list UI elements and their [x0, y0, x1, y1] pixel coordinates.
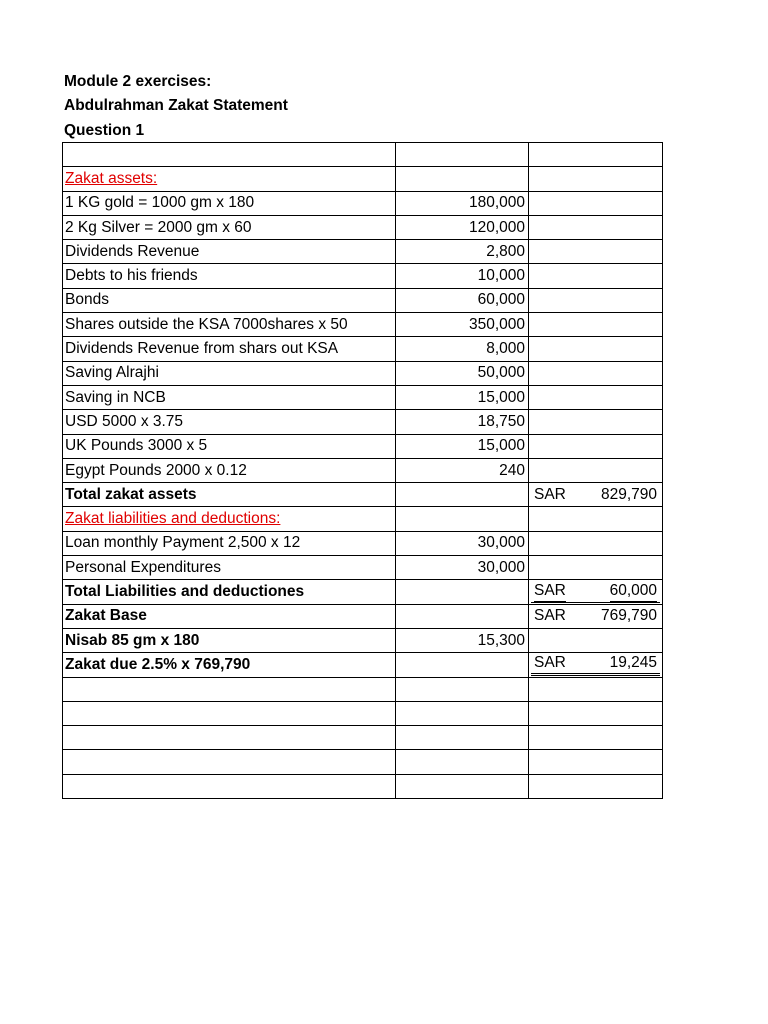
table-row: [63, 726, 663, 750]
row-total-cell: [529, 143, 663, 167]
table-row: [63, 264, 663, 288]
table-row: [63, 215, 663, 239]
row-total-cell: [529, 726, 663, 750]
row-amount: 18,750: [396, 410, 529, 434]
row-amount: [396, 604, 529, 628]
table-row: [63, 337, 663, 361]
row-label: Nisab 85 gm x 180: [63, 628, 396, 652]
zakat-statement-body: [63, 143, 663, 799]
row-amount: [396, 653, 529, 677]
row-total: [531, 581, 660, 603]
row-amount: [396, 677, 529, 701]
row-total-cell: [529, 604, 663, 628]
row-label: UK Pounds 3000 x 5: [63, 434, 396, 458]
row-total: [531, 606, 660, 626]
row-amount: 240: [396, 458, 529, 482]
row-label: Total zakat assets: [63, 483, 396, 507]
table-row: [63, 143, 663, 167]
row-total-cell: [529, 507, 663, 531]
table-row: [63, 628, 663, 652]
table-row: [63, 191, 663, 215]
total-value: 829,790: [600, 485, 657, 503]
row-total-cell: [529, 361, 663, 385]
row-amount: 180,000: [396, 191, 529, 215]
row-total-cell: [529, 750, 663, 774]
row-label: Personal Expenditures: [63, 556, 396, 580]
row-amount: [396, 483, 529, 507]
row-label: Zakat due 2.5% x 769,790: [63, 653, 396, 677]
row-label: Loan monthly Payment 2,500 x 12: [63, 531, 396, 555]
row-amount: [396, 167, 529, 191]
row-amount: [396, 774, 529, 798]
table-row: [63, 677, 663, 701]
question-title: Question 1: [64, 122, 145, 139]
currency-label: SAR: [534, 581, 566, 602]
row-total: [531, 485, 660, 505]
row-amount: [396, 143, 529, 167]
row-total-cell: [529, 434, 663, 458]
row-amount: 60,000: [396, 288, 529, 312]
row-label: Zakat liabilities and deductions:: [63, 507, 396, 531]
row-total-cell: [529, 215, 663, 239]
row-total-cell: [529, 458, 663, 482]
row-amount: 50,000: [396, 361, 529, 385]
row-total-cell: [529, 191, 663, 215]
row-label: [63, 701, 396, 725]
row-total-cell: [529, 531, 663, 555]
module-title: Module 2 exercises:: [64, 73, 212, 90]
table-row: [63, 434, 663, 458]
currency-label: SAR: [534, 607, 566, 625]
table-row: [63, 750, 663, 774]
row-amount: 8,000: [396, 337, 529, 361]
table-row: [63, 167, 663, 191]
row-label: [63, 726, 396, 750]
row-total-cell: [529, 240, 663, 264]
row-label: [63, 677, 396, 701]
total-value: 769,790: [600, 607, 657, 625]
row-label: Shares outside the KSA 7000shares x 50: [63, 313, 396, 337]
total-value: 60,000: [610, 581, 657, 602]
row-label: USD 5000 x 3.75: [63, 410, 396, 434]
row-label: [63, 143, 396, 167]
row-amount: [396, 701, 529, 725]
statement-title: Abdulrahman Zakat Statement: [64, 97, 288, 114]
row-total-cell: [529, 385, 663, 409]
row-label: Saving Alrajhi: [63, 361, 396, 385]
row-total-cell: [529, 556, 663, 580]
row-amount: 120,000: [396, 215, 529, 239]
row-label: [63, 774, 396, 798]
table-row: [63, 701, 663, 725]
table-row: [63, 774, 663, 798]
table-row: [63, 240, 663, 264]
currency-label: SAR: [534, 654, 566, 672]
row-total-cell: [529, 774, 663, 798]
zakat-statement-table: [62, 142, 663, 799]
row-amount: 350,000: [396, 313, 529, 337]
table-row: [63, 604, 663, 628]
row-total-cell: [529, 264, 663, 288]
row-total-cell: [529, 288, 663, 312]
row-label: Saving in NCB: [63, 385, 396, 409]
total-value: 19,245: [609, 654, 657, 672]
row-label: Total Liabilities and deductiones: [63, 580, 396, 604]
row-total: [531, 653, 660, 676]
table-row: [63, 410, 663, 434]
row-label: 2 Kg Silver = 2000 gm x 60: [63, 215, 396, 239]
table-row: [63, 313, 663, 337]
table-row: [63, 556, 663, 580]
row-amount: 2,800: [396, 240, 529, 264]
row-total-cell: [529, 701, 663, 725]
row-label: Bonds: [63, 288, 396, 312]
row-amount: 30,000: [396, 556, 529, 580]
row-amount: [396, 507, 529, 531]
table-row: [63, 483, 663, 507]
row-label: Debts to his friends: [63, 264, 396, 288]
row-amount: [396, 750, 529, 774]
row-label: Egypt Pounds 2000 x 0.12: [63, 458, 396, 482]
row-amount: 15,000: [396, 434, 529, 458]
row-total-cell: [529, 483, 663, 507]
row-label: [63, 750, 396, 774]
row-amount: 15,300: [396, 628, 529, 652]
table-row: [63, 531, 663, 555]
table-row: [63, 580, 663, 604]
row-total-cell: [529, 677, 663, 701]
currency-label: SAR: [534, 485, 566, 503]
table-row: [63, 361, 663, 385]
table-row: [63, 507, 663, 531]
row-amount: [396, 726, 529, 750]
table-row: [63, 653, 663, 677]
row-total-cell: [529, 167, 663, 191]
table-row: [63, 458, 663, 482]
table-row: [63, 385, 663, 409]
row-label: Dividends Revenue: [63, 240, 396, 264]
row-total-cell: [529, 580, 663, 604]
row-label: Zakat assets:: [63, 167, 396, 191]
row-label: Zakat Base: [63, 604, 396, 628]
row-total-cell: [529, 653, 663, 677]
row-amount: [396, 580, 529, 604]
row-amount: 15,000: [396, 385, 529, 409]
row-total-cell: [529, 410, 663, 434]
table-row: [63, 288, 663, 312]
row-amount: 30,000: [396, 531, 529, 555]
row-total-cell: [529, 313, 663, 337]
row-amount: 10,000: [396, 264, 529, 288]
row-label: 1 KG gold = 1000 gm x 180: [63, 191, 396, 215]
row-label: Dividends Revenue from shars out KSA: [63, 337, 396, 361]
row-total-cell: [529, 628, 663, 652]
row-total-cell: [529, 337, 663, 361]
